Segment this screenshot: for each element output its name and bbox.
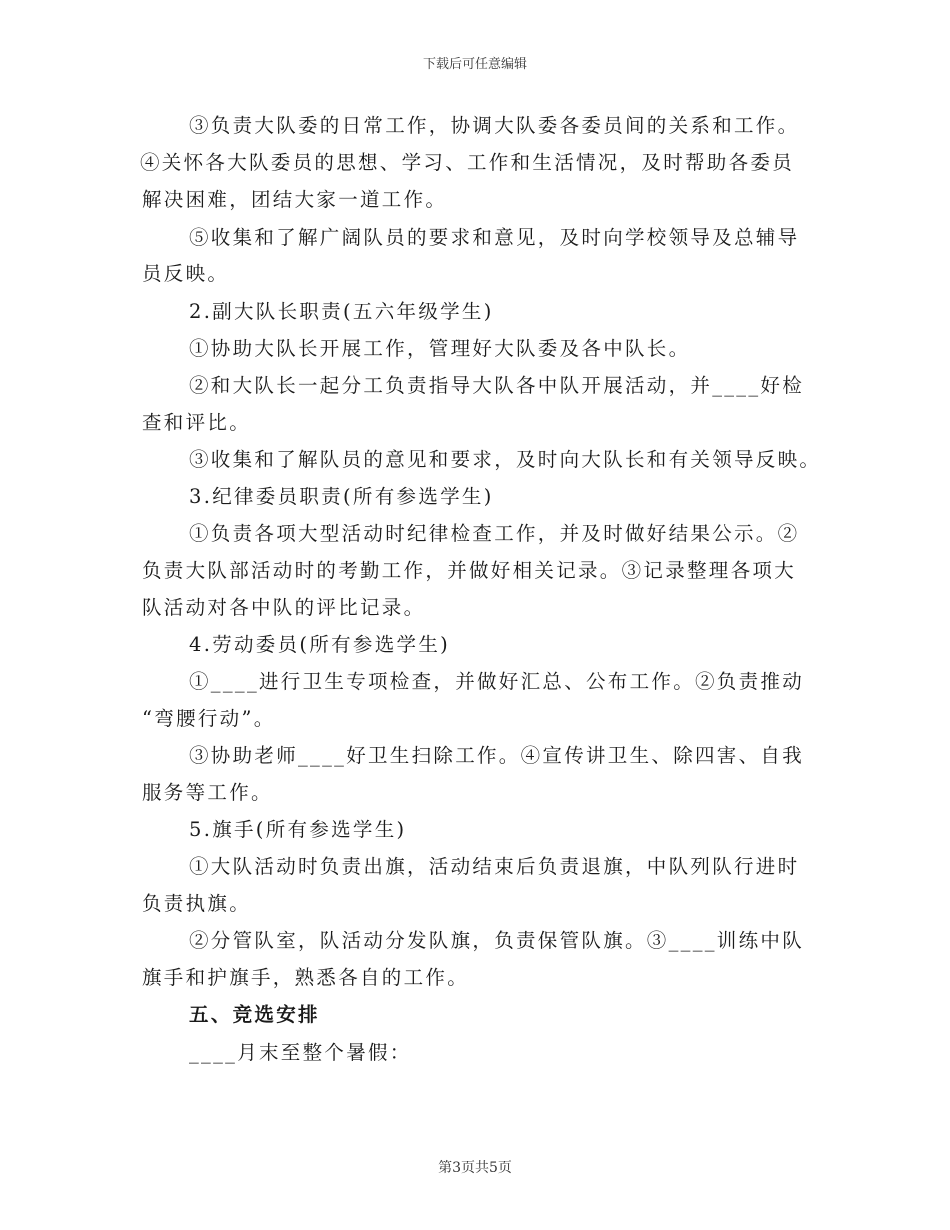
paragraph-line: ⑤收集和了解广阔队员的要求和意见，及时向学校领导及总辅导 (189, 226, 800, 249)
paragraph-line: 员反映。 (142, 262, 230, 285)
paragraph-line: 队活动对各中队的评比记录。 (142, 596, 426, 619)
section-heading: 4.劳动委员(所有参选学生) (189, 633, 451, 656)
paragraph-line: ①负责各项大型活动时纪律检查工作，并及时做好结果公示。② (189, 522, 800, 545)
paragraph-line: ④关怀各大队委员的思想、学习、工作和生活情况，及时帮助各委员 (140, 151, 795, 174)
paragraph-line: 旗手和护旗手，熟悉各自的工作。 (142, 966, 470, 989)
paragraph-line: 服务等工作。 (142, 781, 273, 804)
paragraph-line: ①协助大队长开展工作，管理好大队委及各中队长。 (189, 337, 691, 360)
section-heading: 3.纪律委员职责(所有参选学生) (189, 485, 494, 508)
paragraph-line: ①大队活动时负责出旗，活动结束后负责退旗，中队列队行进时 (189, 855, 800, 878)
paragraph-line: ____月末至整个暑假： (189, 1041, 412, 1064)
page-header: 下载后可任意编辑 (422, 57, 527, 72)
section-heading: 2.副大队长职责(五六年级学生) (189, 300, 494, 323)
paragraph-line: 负责执旗。 (142, 892, 252, 915)
page-footer: 第3页共5页 (438, 1160, 512, 1176)
paragraph-line: ③负责大队委的日常工作，协调大队委各委员间的关系和工作。 (189, 114, 800, 137)
paragraph-line: 查和评比。 (142, 411, 252, 434)
paragraph-line: ②分管队室，队活动分发队旗，负责保管队旗。③____训练中队 (189, 929, 805, 952)
paragraph-line: 负责大队部活动时的考勤工作，并做好相关记录。③记录整理各项大 (142, 559, 797, 582)
paragraph-line: ③协助老师____好卫生扫除工作。④宣传讲卫生、除四害、自我 (189, 744, 804, 767)
section-heading: 5.旗手(所有参选学生) (189, 818, 407, 841)
paragraph-line: ②和大队长一起分工负责指导大队各中队开展活动，并____好检 (189, 374, 804, 397)
paragraph-line: ①____进行卫生专项检查，并做好汇总、公布工作。②负责推动 (189, 670, 804, 693)
paragraph-line: “弯腰行动”。 (142, 707, 276, 730)
section-heading: 五、竞选安排 (189, 1003, 320, 1026)
paragraph-line: 解决困难，团结大家一道工作。 (142, 188, 448, 211)
paragraph-line: ③收集和了解队员的意见和要求，及时向大队长和有关领导反映。 (189, 448, 822, 471)
